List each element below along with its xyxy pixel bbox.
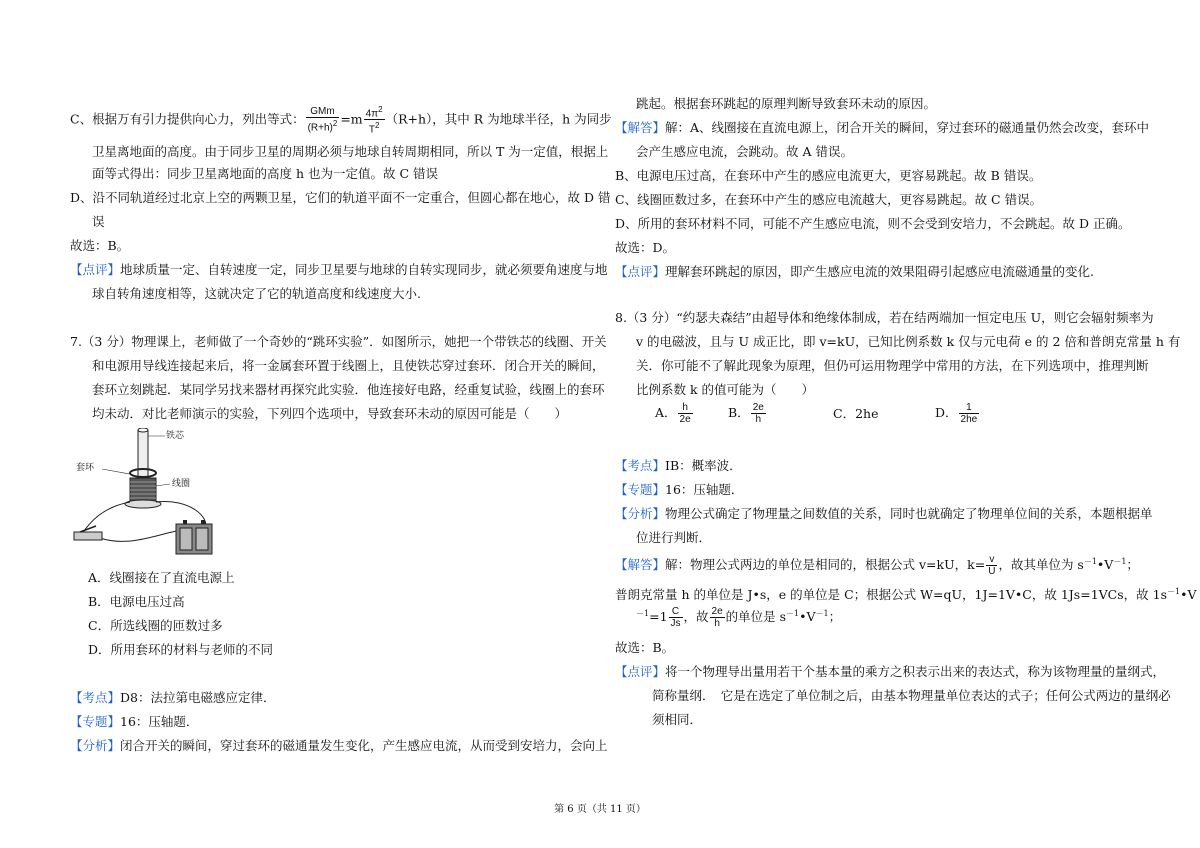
figure-label-coil: 线圈 — [172, 479, 191, 489]
fraction-4pi: $\frac{4\pi^2}{T^2}$ — [365, 105, 383, 136]
q8-option-d: D． $\frac{1}{2he}$ — [935, 402, 978, 425]
q7-answer-c: C、线圈匝数过多，在套环中产生的感应电流越大，更容易跳起。故 C 错误。 — [615, 192, 1043, 207]
q8-knowledge-point: 【考点】IB：概率波． — [615, 458, 742, 473]
q8-line3: 关．你可能不了解此现象为原理，但仍可运用物理学中常用的方法，在下列选项中，推理判断 — [636, 358, 1149, 373]
q8-topic: 【专题】16：压轴题． — [615, 482, 744, 497]
q8-analysis-line1: 【分析】物理公式确定了物理量之间数值的关系，同时也就确定了物理单位间的关系，本题根据单 — [615, 506, 1153, 521]
review-q6-line2: 球自转角速度相等，这就决定了它的轨道高度和线速度大小. — [92, 286, 421, 301]
choice-q7: 故选：D。 — [615, 240, 676, 255]
q8-option-a: A． $\frac{h}{2e}$ — [655, 402, 691, 425]
q8-answer-line3: $^{-1}$=1 $\frac{C}{Js}$ ，故 $\frac{2e}{h}$ 的单位是 $s^{-1}•V^{-1}$； — [636, 606, 842, 630]
q7-option-b: B．电源电压过高 — [88, 594, 185, 609]
review-q8-line1: 【点评】将一个物理导出量用若干个基本量的乘方之积表示出来的表达式，称为该物理量的量纲式， — [615, 664, 1166, 679]
q8-line2: v 的电磁波，且与 U 成正比，即 v=kU，已知比例系数 k 仅与元电荷 e 的 2 倍和普朗克常量 h 有 — [636, 334, 1181, 349]
q7-option-d: D．所用套环的材料与老师的不同 — [88, 642, 274, 657]
q7-line2: 和电源用导线连接起来后，将一金属套环置于线圈上，且使铁芯穿过套环．闭合开关的瞬间， — [92, 358, 605, 373]
q7-answer-d: D、所用的套环材料不同，可能不产生感应电流，则不会受到安培力，不会跳起。故 D 正确。 — [615, 216, 1131, 231]
q7-analysis-cont: 跳起。根据套环跳起的原理判断导致套环未动的原因。 — [636, 96, 937, 111]
c-option-line2: 卫星离地面的高度。由于同步卫星的周期必须与地球自转周期相同，所以 T 为一定值，根据上 — [92, 144, 609, 159]
q8-line1: 8.（3 分）“约瑟夫森结”由超导体和绝缘体制成，若在结两端加一恒定电压 U，则它会辐射频率为 — [615, 310, 1154, 325]
q8-option-b: B． $\frac{2e}{h}$ — [728, 402, 764, 425]
c-option-line3: 面等式得出：同步卫星离地面的高度 h 也为一定值。故 C 错误 — [92, 166, 439, 181]
q8-line4: 比例系数 k 的值可能为（ ） — [636, 382, 815, 397]
choice-q6: 故选：B。 — [70, 238, 130, 253]
q7-option-c: C．所选线圈的匝数过多 — [88, 618, 223, 633]
fraction-gmm: $\frac{\text{GMm}}{(R+h)^2}$ — [307, 106, 338, 134]
q7-answer-b: B、电源电压过高，在套环中产生的感应电流更大，更容易跳起。故 B 错误。 — [615, 168, 1042, 183]
figure-label-ring: 套环 — [76, 463, 95, 473]
q8-analysis-line2: 位进行判断． — [636, 530, 712, 545]
q8-answer-line1: 【解答】解：物理公式两边的单位是相同的，根据公式 v=kU，k= $\frac{v}{U}$ ，故其单位为 $s^{-1}•V^{-1}$； — [615, 554, 1139, 578]
q7-option-a: A．线圈接在了直流电源上 — [88, 570, 235, 585]
q7-analysis: 【分析】闭合开关的瞬间，穿过套环的磁通量发生变化，产生感应电流，从而受到安培力，会向上 — [70, 738, 608, 753]
choice-q8: 故选：B。 — [615, 640, 675, 655]
q7-line3: 套环立刻跳起．某同学另找来器材再探究此实验．他连接好电路，经重复试验，线圈上的套环 — [92, 382, 605, 397]
figure-label-iron-core: 铁芯 — [166, 431, 185, 441]
review-q7: 【点评】理解套环跳起的原因，即产生感应电流的效果阻碍引起感应电流磁通量的变化. — [615, 264, 1094, 279]
d-option-line1: D、沿不同轨道经过北京上空的两颗卫星，它们的轨道平面不一定重合，但圆心都在地心，故 D 错 — [70, 190, 611, 205]
q8-option-c: C．2he — [833, 406, 879, 421]
q7-line1: 7.（3 分）物理课上，老师做了一个奇妙的“跳环实验”．如图所示，她把一个带铁芯的线圈、开关 — [70, 334, 607, 349]
page-footer: 第 6 页（共 11 页） — [554, 804, 646, 815]
q7-answer-line2: 会产生感应电流，会跳动。故 A 错误。 — [636, 144, 853, 159]
q8-answer-line2: 普朗克常量 h 的单位是 J•s，e 的单位是 C；根据公式 W=qU，1J=1V•C，故 1Js=1VCs，故 $1s^{-1}•V$ — [615, 587, 1197, 603]
review-q6-line1: 【点评】地球质量一定、自转速度一定，同步卫星要与地球的自转实现同步，就必须要角速度与地 — [70, 262, 608, 277]
q7-knowledge-point: 【考点】D8：法拉第电磁感应定律． — [70, 690, 276, 705]
q7-answer-line1: 【解答】解：A、线圈接在直流电源上，闭合开关的瞬间，穿过套环的磁通量仍然会改变，套环中 — [615, 120, 1150, 135]
jumping-ring-figure — [70, 428, 230, 561]
q7-topic: 【专题】16：压轴题． — [70, 714, 199, 729]
circuit-illustration-icon — [70, 428, 230, 558]
c-option-line1: C、根据万有引力提供向心力，列出等式： $\frac{\text{GMm}}{(R+h)^2}$ =m $\frac{4\pi^2}{T^2}$ （R+h），其中 R 为地球半径，h 为同步 — [70, 105, 612, 136]
review-q8-line3: 须相同． — [652, 712, 703, 727]
review-q8-line2: 简称量纲． 它是在选定了单位制之后，由基本物理量单位表达的式子；任何公式两边的量纲必 — [652, 688, 1171, 703]
q7-line4: 均未动．对比老师演示的实验，下列四个选项中，导致套环未动的原因可能是（ ） — [92, 406, 568, 421]
d-option-line2: 误 — [92, 214, 105, 229]
